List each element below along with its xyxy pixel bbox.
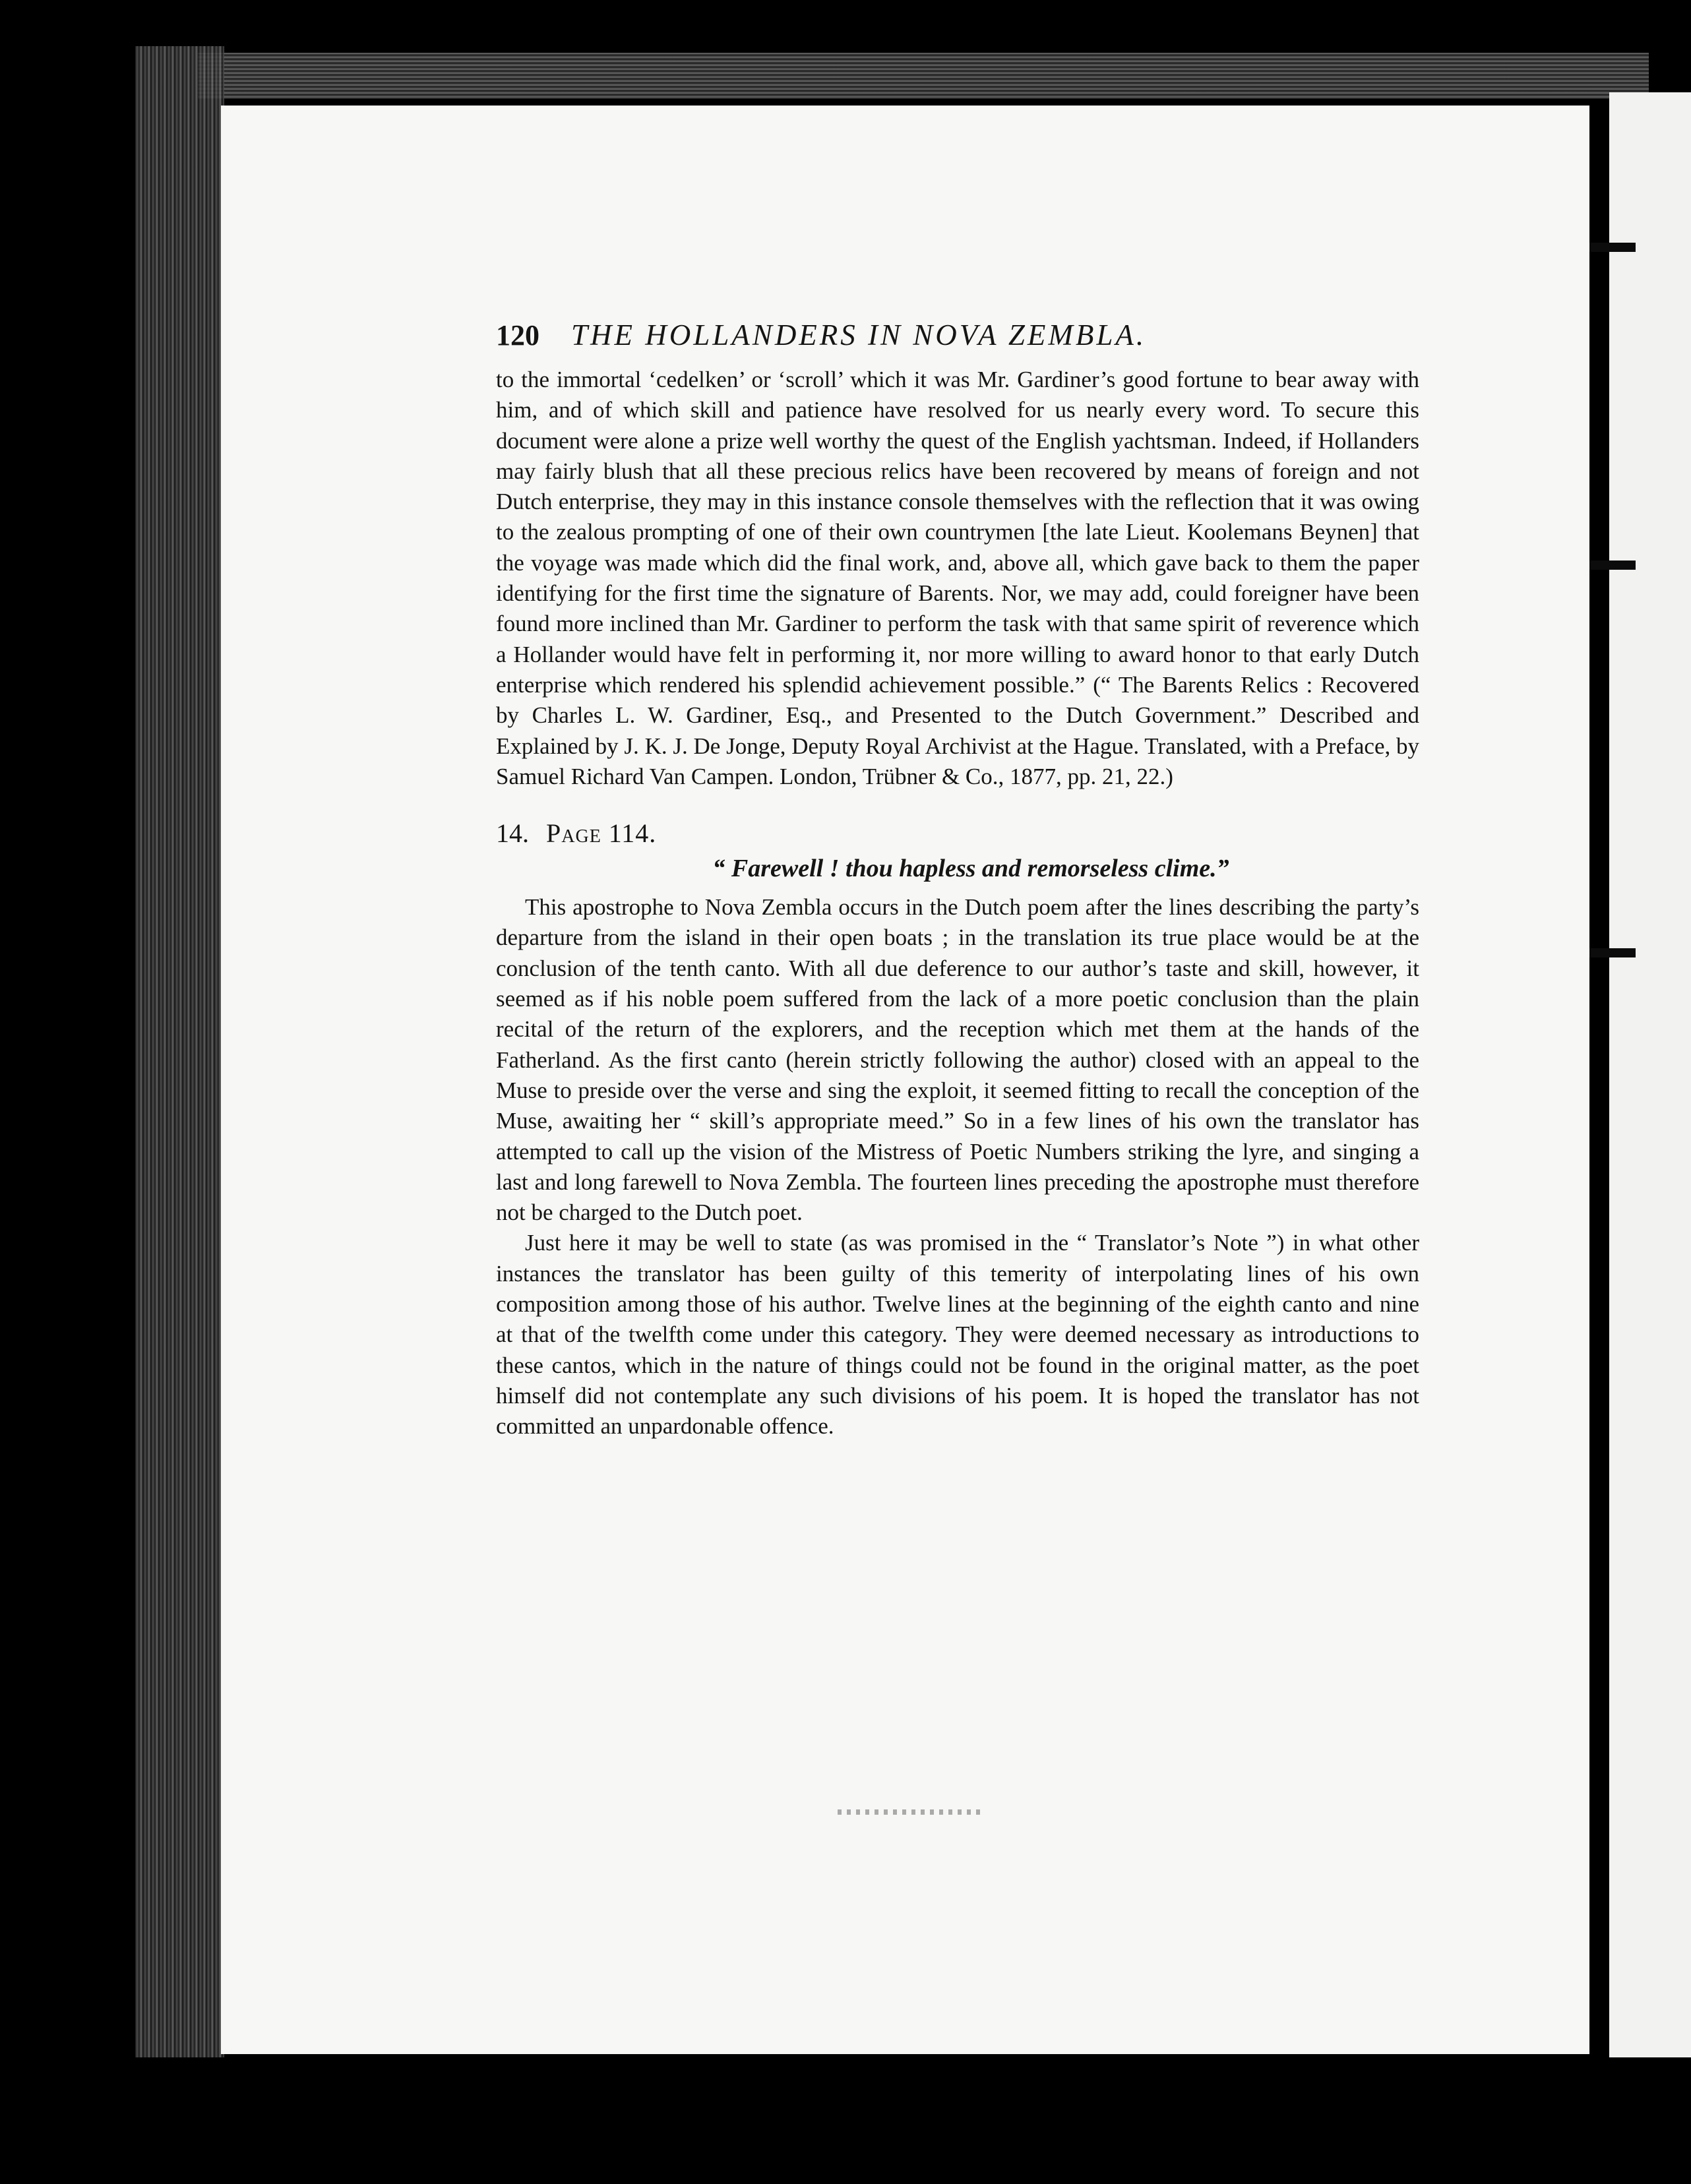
page-number: 120 bbox=[496, 319, 539, 351]
page-content bbox=[496, 315, 1419, 1442]
note-paragraph: Just here it may be well to state (as was promised in the “ Translator’s Note ”) in what other instances the translator has been guilty of this temerity of interpolating lines of his own composition among those of his author. Twelve lines at the beginning of the eighth canto and nine at that of the twelfth come under this category. They were deemed necessary as introductions to these cantos, which in the nature of things could not be found in the original matter, as the poet himself did not contemplate any such divisions of his poem. It is hoped the translator has not committed an unpardonable offence. bbox=[496, 1230, 1419, 1440]
book-page-edges bbox=[135, 46, 224, 2057]
page-tab-marker bbox=[1589, 948, 1636, 957]
continued-paragraph: to the immortal ‘cedelken’ or ‘scroll’ which it was Mr. Gardiner’s good fortune to bear away with him, and of which skill and patience have resolved for us nearly every word. To secure this document were alone a prize well worthy the quest of the English yachtsman. Indeed, if Hollanders may fairly blush that all these precious relics have been recovered by means of foreign and not Dutch enterprise, they may in this instance console themselves with the reflection that it was owing to the zealous prompting of one of their own countrymen [the late Lieut. Koolemans Beynen] that the voyage was made which did the final work, and, above all, which gave back to them the paper identifying for the first time the signature of Barents. Nor, we may add, could foreigner have been found more inclined than Mr. Gardiner to perform the task with that same spirit of reverence which a Hollander would have felt in performing it, nor more willing to award honor to that early Dutch enterprise which rendered his splendid achievement possible.” (“ The Barents Relics : Recovered by Charles L. W. Gardiner, Esq., and Presented to the Dutch Government.” Described and Explained by J. K. J. De Jonge, Deputy Royal Archivist at the Hague. Translated, with a Preface, by Samuel Richard Van Campen. London, Trübner & Co., 1877, pp. 21, 22.) bbox=[496, 367, 1419, 789]
book-top-edge bbox=[198, 53, 1649, 99]
note-heading bbox=[496, 817, 1419, 850]
note-paragraph: This apostrophe to Nova Zembla occurs in the Dutch poem after the lines describing the party’s departure from the island in their open boats ; in the translation its true place would be at the conclusion of the tenth canto. With all due deference to our author’s taste and skill, however, it seemed as if his noble poem suffered from the lack of a more poetic conclusion than the plain recital of the return of the explorers, and the reception which met them at the hands of the Fatherland. As the first canto (herein strictly following the author) closed with an appeal to the Muse to preside over the verse and sing the exploit, it seemed fitting to recall the conception of the Muse, awaiting her “ skill’s appropriate meed.” So in a few lines of his own the translator has attempted to call up the vision of the Mistress of Poetic Numbers striking the lyre, and singing a last and long farewell to Nova Zembla. The fourteen lines preceding the apostrophe must therefore not be charged to the Dutch poet. bbox=[496, 894, 1419, 1226]
note-page-reference: Page 114. bbox=[546, 818, 657, 849]
facing-page-edge bbox=[1609, 92, 1691, 2057]
ink-smudge bbox=[838, 1809, 983, 1815]
note-quote: “ Farewell ! thou hapless and remorseless clime.” bbox=[712, 855, 1229, 883]
page-tab-marker bbox=[1589, 561, 1636, 570]
running-title: THE HOLLANDERS IN NOVA ZEMBLA. bbox=[571, 318, 1147, 351]
page-tab-marker bbox=[1589, 243, 1636, 252]
running-head bbox=[496, 315, 1419, 355]
note-number: 14. bbox=[496, 818, 529, 849]
